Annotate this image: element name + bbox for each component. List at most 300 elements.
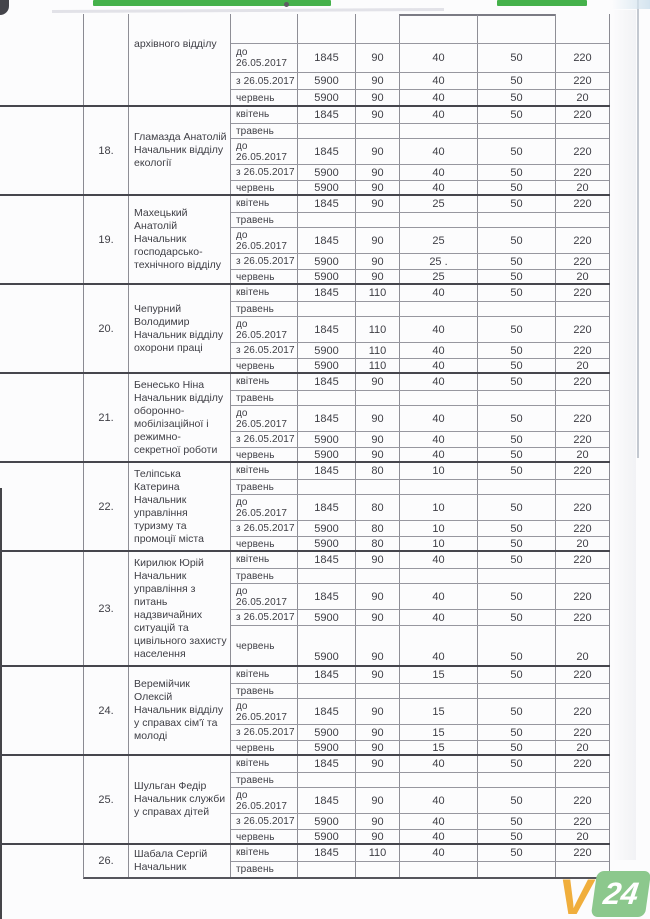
- period-cell: [231, 755, 297, 772]
- value-cell: 10: [399, 462, 477, 479]
- value-cell: [355, 862, 399, 877]
- value-cell: 50: [477, 788, 555, 813]
- value-cell: 90: [355, 406, 399, 431]
- value-cell: 90: [355, 830, 399, 844]
- value-cell: 40: [399, 139, 477, 164]
- value-cell: 1845: [297, 44, 355, 72]
- value-cell: 50: [477, 270, 555, 284]
- period-cell: [231, 195, 297, 212]
- table-row: [231, 725, 609, 741]
- period-label: квітень: [236, 669, 270, 680]
- value-cell: 50: [477, 432, 555, 447]
- table-row: [231, 814, 609, 830]
- value-cell: [355, 302, 399, 316]
- value-cell: [555, 14, 609, 43]
- scanner-green-strip-left: [93, 0, 331, 6]
- person-block: [84, 106, 609, 195]
- value-cell: 15: [399, 741, 477, 755]
- value-cell: 90: [355, 699, 399, 724]
- value-cell: 220: [555, 610, 609, 625]
- value-cell: [477, 773, 555, 787]
- value-cell: 50: [477, 44, 555, 72]
- period-cell: [231, 181, 297, 195]
- period-cell: [231, 359, 297, 373]
- scanner-green-strip-right: [497, 0, 587, 6]
- value-cell: 1845: [297, 495, 355, 520]
- value-cell: 5900: [297, 165, 355, 180]
- table-row: [231, 359, 609, 373]
- value-cell: 1845: [297, 406, 355, 431]
- value-cell: 220: [555, 228, 609, 253]
- table-row: [231, 254, 609, 270]
- scan-right-edge-line: [637, 0, 639, 458]
- value-cell: [477, 684, 555, 698]
- value-cell: [355, 124, 399, 138]
- period-cell: [231, 741, 297, 755]
- value-cell: 20: [555, 181, 609, 195]
- period-cell: [231, 284, 297, 301]
- value-cell: 90: [355, 90, 399, 106]
- period-label: червень: [236, 538, 275, 550]
- table-row: [231, 270, 609, 284]
- period-label: червень: [236, 831, 275, 843]
- value-cell: 40: [399, 90, 477, 106]
- table-row: [231, 195, 609, 213]
- value-cell: 40: [399, 830, 477, 844]
- table-row: [231, 106, 609, 124]
- table-row: [231, 741, 609, 755]
- period-label: травень: [236, 481, 274, 493]
- value-cell: 220: [555, 495, 609, 520]
- period-rows: [230, 14, 609, 106]
- value-cell: [355, 684, 399, 698]
- value-cell: 90: [355, 254, 399, 269]
- table-row: [231, 862, 609, 877]
- period-label: з 26.05.2017: [236, 75, 295, 87]
- value-cell: 220: [555, 551, 609, 568]
- period-cell: [231, 788, 297, 813]
- value-cell: 90: [355, 584, 399, 609]
- table-row: [231, 124, 609, 139]
- table-row: [231, 284, 609, 302]
- row-number-cell: 25.: [98, 793, 114, 806]
- period-label: квітень: [236, 847, 270, 858]
- salary-table: [83, 14, 610, 879]
- period-cell: [231, 44, 297, 72]
- value-cell: 5900: [297, 359, 355, 373]
- value-cell: [477, 569, 555, 583]
- scan-right-shadow: [612, 10, 636, 860]
- value-cell: 5900: [297, 537, 355, 551]
- value-cell: 20: [555, 830, 609, 844]
- value-cell: 90: [355, 626, 399, 666]
- table-row: [231, 391, 609, 406]
- period-label: червень: [236, 182, 275, 194]
- period-cell: [231, 537, 297, 551]
- value-cell: 220: [555, 373, 609, 390]
- value-cell: 90: [355, 755, 399, 772]
- value-cell: 50: [477, 195, 555, 212]
- value-cell: 5900: [297, 830, 355, 844]
- table-row: [231, 521, 609, 537]
- value-cell: 50: [477, 284, 555, 301]
- value-cell: [399, 569, 477, 583]
- period-label: квітень: [236, 109, 270, 120]
- value-cell: 220: [555, 106, 609, 123]
- period-label: до 26.05.2017: [236, 700, 288, 723]
- value-cell: [399, 684, 477, 698]
- value-cell: 1845: [297, 584, 355, 609]
- value-cell: 90: [355, 106, 399, 123]
- person-block: [84, 462, 609, 551]
- period-label: з 26.05.2017: [236, 167, 295, 178]
- table-row: [231, 406, 609, 432]
- row-number-cell: 18.: [98, 144, 114, 157]
- person-block: [84, 551, 609, 666]
- value-cell: 90: [355, 195, 399, 212]
- person-name-cell: Гламазда Анатолій Начальник відділу екології: [128, 106, 230, 195]
- period-rows: [230, 462, 609, 551]
- value-cell: 50: [477, 699, 555, 724]
- row-number-cell: 26.: [98, 854, 114, 867]
- value-cell: 5900: [297, 73, 355, 89]
- value-cell: 90: [355, 139, 399, 164]
- value-cell: 90: [355, 228, 399, 253]
- value-cell: 15: [399, 699, 477, 724]
- value-cell: 50: [477, 139, 555, 164]
- value-cell: 40: [399, 73, 477, 89]
- value-cell: 40: [399, 165, 477, 180]
- value-cell: 25: [399, 228, 477, 253]
- table-row: [231, 684, 609, 699]
- period-label: до 26.05.2017: [236, 47, 288, 69]
- value-cell: 20: [555, 90, 609, 106]
- value-cell: [555, 213, 609, 227]
- person-name-cell: Теліпська Катерина Начальник управління туризму та промоції міста: [128, 462, 230, 551]
- period-cell: [231, 165, 297, 180]
- scan-smudge: [52, 8, 444, 13]
- row-number-cell: 21.: [98, 411, 114, 424]
- value-cell: 50: [477, 317, 555, 342]
- table-row: [231, 773, 609, 788]
- value-cell: 5900: [297, 741, 355, 755]
- value-cell: 90: [355, 788, 399, 813]
- value-cell: 5900: [297, 270, 355, 284]
- value-cell: 220: [555, 343, 609, 358]
- value-cell: 40: [399, 610, 477, 625]
- value-cell: [355, 391, 399, 405]
- period-cell: [231, 432, 297, 447]
- value-cell: 50: [477, 495, 555, 520]
- value-cell: [297, 302, 355, 316]
- period-label: червень: [236, 640, 275, 652]
- value-cell: 40: [399, 343, 477, 358]
- value-cell: 1845: [297, 844, 355, 861]
- table-row: [231, 343, 609, 359]
- table-row: [231, 181, 609, 195]
- value-cell: 20: [555, 359, 609, 373]
- period-label: квітень: [236, 198, 270, 209]
- period-cell: [231, 610, 297, 625]
- value-cell: 220: [555, 788, 609, 813]
- value-cell: [477, 213, 555, 227]
- period-cell: [231, 626, 297, 666]
- value-cell: 1845: [297, 317, 355, 342]
- value-cell: 1845: [297, 666, 355, 683]
- value-cell: 50: [477, 814, 555, 829]
- value-cell: 220: [555, 406, 609, 431]
- table-row: [231, 537, 609, 551]
- period-label: травень: [236, 864, 274, 875]
- period-cell: [231, 584, 297, 609]
- row-number-cell: 19.: [98, 233, 114, 246]
- period-rows: [230, 844, 609, 877]
- table-row: [231, 373, 609, 391]
- value-cell: 5900: [297, 626, 355, 666]
- value-cell: 50: [477, 844, 555, 861]
- period-cell: [231, 391, 297, 405]
- value-cell: 25: [399, 195, 477, 212]
- table-row: [231, 610, 609, 626]
- value-cell: [297, 480, 355, 494]
- value-cell: 50: [477, 406, 555, 431]
- value-cell: 20: [555, 741, 609, 755]
- value-cell: 110: [355, 317, 399, 342]
- value-cell: [297, 569, 355, 583]
- period-cell: [231, 830, 297, 844]
- value-cell: 1845: [297, 755, 355, 772]
- value-cell: [477, 14, 555, 43]
- person-name-cell: Веремійчик Олексій Начальник відділу у справах сім'ї та молоді: [128, 666, 230, 755]
- period-cell: [231, 844, 297, 861]
- period-cell: [231, 480, 297, 494]
- period-label: червень: [236, 360, 275, 372]
- value-cell: 90: [355, 432, 399, 447]
- table-row: [231, 228, 609, 254]
- value-cell: 1845: [297, 462, 355, 479]
- value-cell: 90: [355, 741, 399, 755]
- value-cell: 40: [399, 359, 477, 373]
- value-cell: 40: [399, 814, 477, 829]
- period-cell: [231, 521, 297, 536]
- value-cell: 5900: [297, 725, 355, 740]
- value-cell: 10: [399, 521, 477, 536]
- period-cell: [231, 254, 297, 269]
- value-cell: 110: [355, 359, 399, 373]
- period-label: червень: [236, 742, 275, 754]
- period-label: до 26.05.2017: [236, 407, 288, 430]
- value-cell: 50: [477, 359, 555, 373]
- scan-dot: [284, 2, 289, 7]
- period-cell: [231, 684, 297, 698]
- value-cell: [399, 480, 477, 494]
- value-cell: 90: [355, 666, 399, 683]
- value-cell: 50: [477, 165, 555, 180]
- value-cell: [555, 124, 609, 138]
- person-name-cell: Шабала Сергій Начальник: [128, 844, 230, 877]
- table-row: [231, 844, 609, 862]
- value-cell: 40: [399, 755, 477, 772]
- period-cell: [231, 862, 297, 877]
- value-cell: [555, 480, 609, 494]
- period-label: до 26.05.2017: [236, 140, 288, 163]
- value-cell: 220: [555, 139, 609, 164]
- value-cell: 40: [399, 373, 477, 390]
- value-cell: 50: [477, 448, 555, 462]
- value-cell: 220: [555, 254, 609, 269]
- value-cell: 1845: [297, 195, 355, 212]
- period-label: травень: [236, 303, 274, 315]
- period-label: квітень: [236, 554, 270, 565]
- period-label: травень: [236, 392, 274, 404]
- value-cell: 90: [355, 181, 399, 195]
- value-cell: 5900: [297, 448, 355, 462]
- table-row: [231, 788, 609, 814]
- period-label: червень: [236, 449, 275, 461]
- period-rows: [230, 106, 609, 195]
- value-cell: [399, 773, 477, 787]
- value-cell: [297, 773, 355, 787]
- value-cell: 220: [555, 73, 609, 89]
- value-cell: 80: [355, 537, 399, 551]
- period-cell: [231, 569, 297, 583]
- period-rows: [230, 284, 609, 373]
- v24-watermark: [559, 871, 648, 917]
- value-cell: 50: [477, 181, 555, 195]
- table-row: [231, 462, 609, 480]
- period-cell: [231, 213, 297, 227]
- value-cell: 40: [399, 317, 477, 342]
- value-cell: 50: [477, 106, 555, 123]
- value-cell: 50: [477, 755, 555, 772]
- value-cell: 40: [399, 584, 477, 609]
- value-cell: 25 .: [399, 254, 477, 269]
- period-cell: [231, 406, 297, 431]
- value-cell: 220: [555, 195, 609, 212]
- table-row: [231, 90, 609, 106]
- value-cell: 1845: [297, 284, 355, 301]
- value-cell: 5900: [297, 610, 355, 625]
- value-cell: 220: [555, 584, 609, 609]
- table-row: [231, 495, 609, 521]
- value-cell: 220: [555, 317, 609, 342]
- value-cell: 220: [555, 725, 609, 740]
- value-cell: 80: [355, 495, 399, 520]
- period-cell: [231, 302, 297, 316]
- table-row: [231, 699, 609, 725]
- table-row: [231, 666, 609, 684]
- value-cell: 5900: [297, 521, 355, 536]
- value-cell: [399, 124, 477, 138]
- value-cell: 90: [355, 448, 399, 462]
- value-cell: [477, 302, 555, 316]
- value-cell: 1845: [297, 551, 355, 568]
- table-row: [231, 755, 609, 773]
- person-block: [84, 373, 609, 462]
- value-cell: 220: [555, 432, 609, 447]
- period-cell: [231, 495, 297, 520]
- value-cell: 90: [355, 373, 399, 390]
- period-cell: [231, 73, 297, 89]
- table-row: [231, 448, 609, 462]
- period-cell: [231, 699, 297, 724]
- value-cell: 5900: [297, 254, 355, 269]
- value-cell: [399, 391, 477, 405]
- person-block: [84, 844, 609, 877]
- person-name-cell: Шульган Федір Начальник служби у справах дітей: [128, 755, 230, 844]
- value-cell: 90: [355, 165, 399, 180]
- period-cell: [231, 373, 297, 390]
- value-cell: 20: [555, 537, 609, 551]
- value-cell: 90: [355, 610, 399, 625]
- period-cell: [231, 106, 297, 123]
- value-cell: [477, 862, 555, 877]
- person-name-cell: архівного відділу: [128, 14, 230, 106]
- value-cell: [297, 684, 355, 698]
- person-block: [84, 14, 609, 106]
- table-row: [231, 432, 609, 448]
- period-cell: [231, 551, 297, 568]
- value-cell: 220: [555, 44, 609, 72]
- period-label: з 26.05.2017: [236, 434, 295, 445]
- value-cell: 50: [477, 343, 555, 358]
- value-cell: [399, 14, 477, 43]
- value-cell: 15: [399, 725, 477, 740]
- value-cell: 5900: [297, 181, 355, 195]
- value-cell: 5900: [297, 343, 355, 358]
- value-cell: 110: [355, 284, 399, 301]
- scan-left-edge: [0, 488, 2, 919]
- value-cell: 40: [399, 788, 477, 813]
- period-cell: [231, 270, 297, 284]
- value-cell: 220: [555, 165, 609, 180]
- scan-top-right-tint: [612, 0, 650, 9]
- value-cell: 50: [477, 610, 555, 625]
- period-cell: [231, 228, 297, 253]
- period-label: з 26.05.2017: [236, 523, 295, 534]
- value-cell: [355, 569, 399, 583]
- period-label: з 26.05.2017: [236, 256, 295, 267]
- value-cell: 50: [477, 373, 555, 390]
- table-row: [231, 213, 609, 228]
- value-cell: 40: [399, 432, 477, 447]
- value-cell: 1845: [297, 139, 355, 164]
- value-cell: 40: [399, 551, 477, 568]
- value-cell: [555, 302, 609, 316]
- table-row: [231, 139, 609, 165]
- period-cell: [231, 139, 297, 164]
- person-name-cell: Махецький Анатолій Начальник господарсько-технічного відділу: [128, 195, 230, 284]
- value-cell: 90: [355, 44, 399, 72]
- value-cell: 110: [355, 343, 399, 358]
- row-number-cell: 22.: [98, 500, 114, 513]
- table-row: [231, 165, 609, 181]
- period-label: квітень: [236, 287, 270, 298]
- value-cell: 220: [555, 284, 609, 301]
- period-cell: [231, 666, 297, 683]
- value-cell: [297, 213, 355, 227]
- row-number-cell: 20.: [98, 322, 114, 335]
- period-cell: [231, 725, 297, 740]
- period-label: травень: [236, 125, 274, 137]
- table-row: [231, 14, 609, 44]
- table-row: [231, 73, 609, 90]
- period-cell: [231, 124, 297, 138]
- row-number-cell: 24.: [98, 704, 114, 717]
- value-cell: 40: [399, 181, 477, 195]
- period-cell: [231, 448, 297, 462]
- period-rows: [230, 551, 609, 666]
